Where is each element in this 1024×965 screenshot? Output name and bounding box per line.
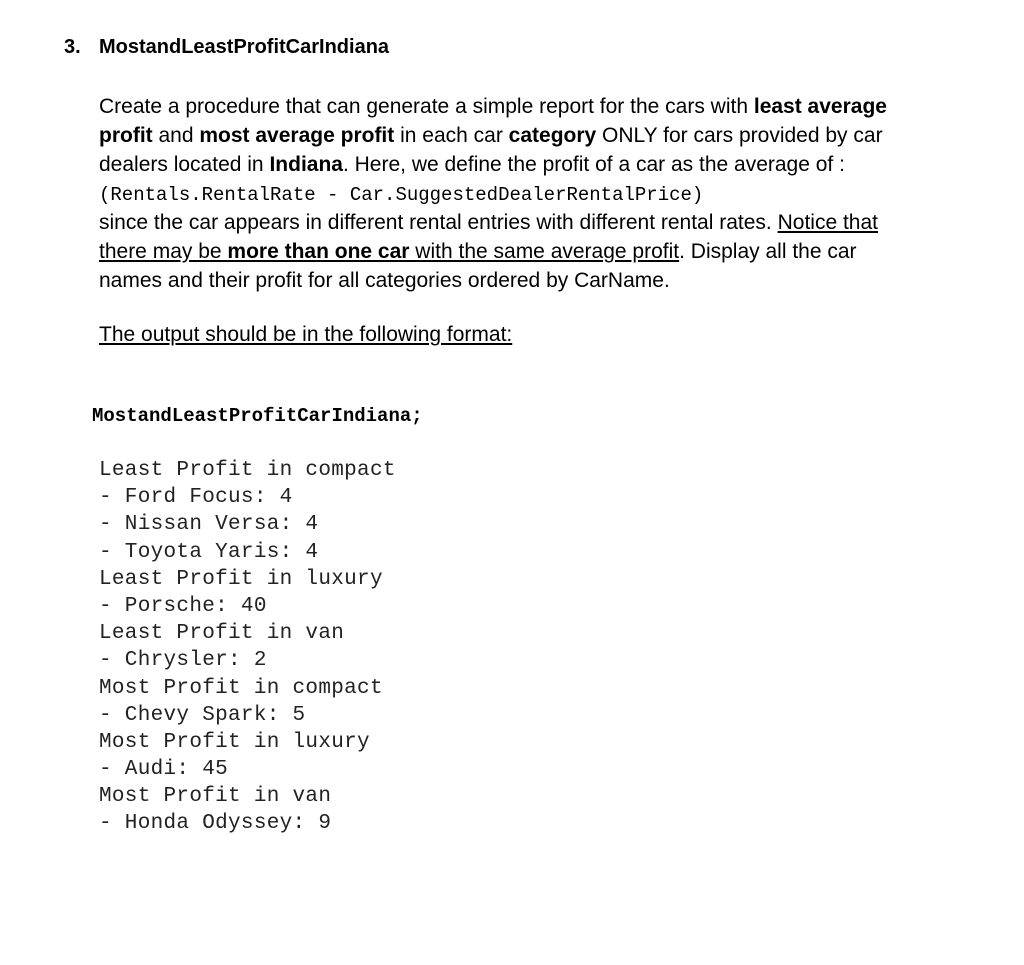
section-title: MostandLeastProfitCarIndiana (99, 36, 390, 58)
text-span: in each car (394, 124, 509, 147)
notice-underlined: with the same average profit (409, 240, 680, 263)
text-span: dealers located in (99, 153, 270, 176)
emphasis-least-average: least average (753, 95, 887, 118)
profit-formula-code: (Rentals.RentalRate - Car.SuggestedDealerRentalPrice) (99, 184, 704, 206)
output-line: - Nissan Versa: 4 (99, 513, 319, 537)
output-line: - Toyota Yaris: 4 (99, 540, 319, 564)
output-line: - Porsche: 40 (99, 594, 267, 618)
output-line: Least Profit in van (99, 622, 345, 646)
text-span: . Here, we define the profit of a car as the average of : (342, 153, 845, 176)
output-line: - Honda Odyssey: 9 (99, 812, 332, 836)
description-line-2 (99, 121, 939, 150)
description-line-1 (99, 92, 939, 121)
description-line-6 (99, 237, 939, 266)
section-heading (64, 36, 389, 59)
description-line-7: names and their profit for all categories ordered by CarName. (99, 269, 670, 292)
sample-output (99, 457, 396, 838)
text-span: Create a procedure that can generate a simple report for the cars with (99, 95, 754, 118)
output-line: - Chevy Spark: 5 (99, 703, 306, 727)
description-line-4 (99, 179, 939, 208)
output-line: Least Profit in compact (99, 459, 396, 482)
emphasis-more-than-one-car: more than one car (227, 240, 410, 263)
notice-underlined: Notice that (777, 211, 878, 234)
output-line: - Ford Focus: 4 (99, 486, 293, 510)
emphasis-category: category (508, 124, 597, 147)
procedure-call: MostandLeastProfitCarIndiana; (92, 405, 423, 427)
text-span: ONLY for cars provided by car (596, 124, 883, 147)
emphasis-indiana: Indiana (269, 153, 343, 176)
output-line: Most Profit in van (99, 785, 332, 809)
text-span: since the car appears in different rental entries with different rental rates. (99, 211, 778, 234)
output-format-note: The output should be in the following format: (99, 323, 513, 346)
emphasis-most-average-profit: most average profit (199, 124, 395, 147)
section-number: 3. (64, 36, 81, 58)
output-line: - Audi: 45 (99, 758, 229, 782)
task-description (99, 92, 939, 295)
text-span: and (152, 124, 200, 147)
output-line: Most Profit in compact (99, 676, 383, 700)
output-line: Most Profit in luxury (99, 730, 370, 754)
text-span: . Display all the car (679, 240, 857, 263)
description-line-5 (99, 208, 939, 237)
emphasis-profit: profit (99, 124, 153, 147)
notice-underlined: there may be (99, 240, 228, 263)
description-line-3 (99, 150, 939, 179)
output-line: - Chrysler: 2 (99, 649, 267, 673)
output-line: Least Profit in luxury (99, 567, 383, 591)
